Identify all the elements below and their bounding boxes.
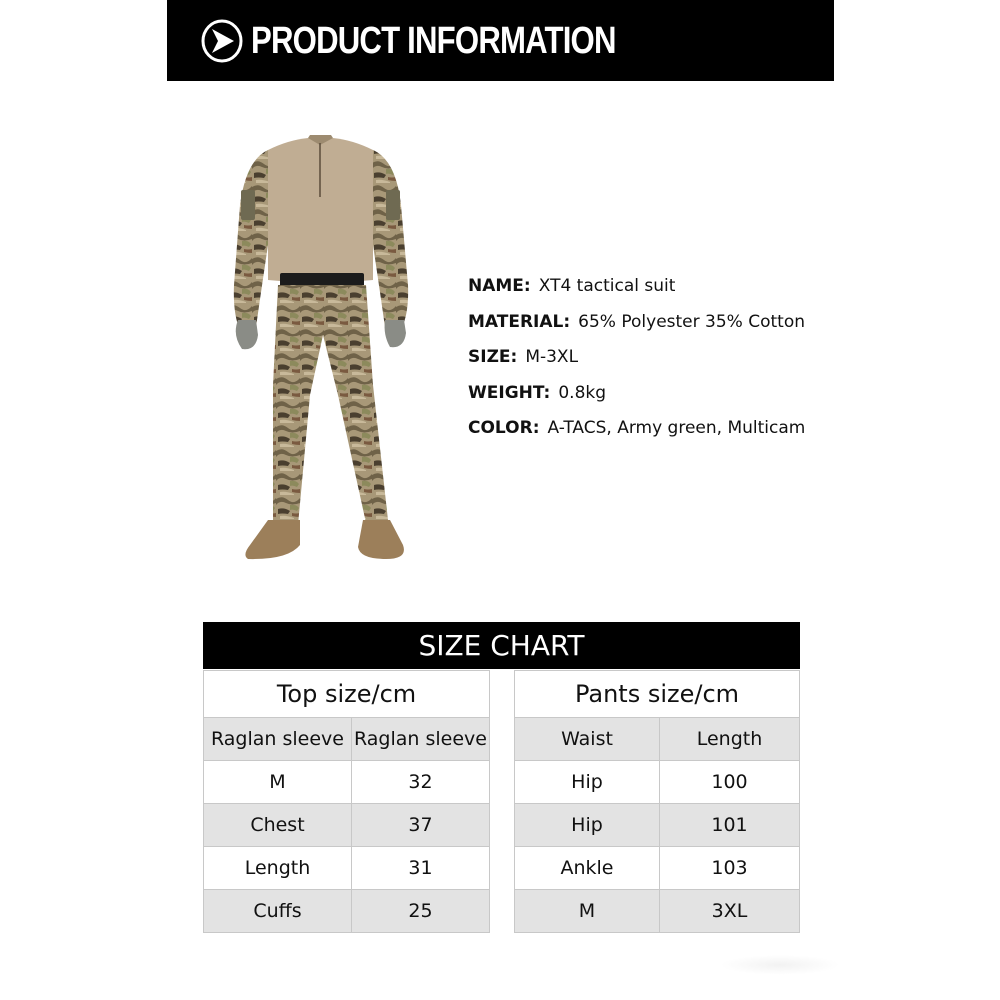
table-cell: 32 — [352, 761, 490, 804]
table-cell: 3XL — [660, 890, 800, 933]
table-cell: Hip — [515, 761, 660, 804]
table-cell: 31 — [352, 847, 490, 890]
table-cell: 101 — [660, 804, 800, 847]
table-cell: Length — [660, 718, 800, 761]
spec-label: COLOR: — [468, 418, 540, 438]
decorative-shadow — [720, 955, 840, 975]
spec-material — [468, 308, 805, 344]
table-row — [204, 804, 490, 847]
spec-color — [468, 414, 805, 450]
table-cell: Cuffs — [204, 890, 352, 933]
table-cell: Waist — [515, 718, 660, 761]
spec-value: 65% Polyester 35% Cotton — [578, 311, 805, 332]
table-row — [515, 718, 800, 761]
table-cell: M — [515, 890, 660, 933]
size-chart-title: SIZE CHART — [203, 622, 800, 669]
table-row — [204, 761, 490, 804]
spec-label: NAME: — [468, 276, 531, 296]
tactical-suit-image — [228, 135, 413, 565]
table-row — [515, 804, 800, 847]
spec-value: A-TACS, Army green, Multicam — [547, 418, 806, 438]
table-cell: Raglan sleeve — [204, 718, 352, 761]
spec-value: 0.8kg — [558, 382, 607, 403]
spec-size — [468, 343, 805, 379]
spec-weight — [468, 379, 805, 415]
table-row — [204, 718, 490, 761]
table-cell: 100 — [660, 761, 800, 804]
pants-size-title: Pants size/cm — [515, 671, 800, 718]
table-row — [515, 890, 800, 933]
table-cell: Chest — [204, 804, 352, 847]
table-cell: 25 — [352, 890, 490, 933]
table-row — [204, 890, 490, 933]
spec-name — [468, 272, 805, 308]
table-cell: M — [204, 761, 352, 804]
table-cell: Raglan sleeve — [352, 718, 490, 761]
table-row — [515, 761, 800, 804]
top-size-table — [203, 670, 490, 933]
table-cell: 103 — [660, 847, 800, 890]
banner-title: PRODUCT INFORMATION — [251, 20, 616, 62]
spec-value: M-3XL — [525, 347, 579, 367]
table-cell: 37 — [352, 804, 490, 847]
spec-label: SIZE: — [468, 347, 518, 367]
arrow-circle-icon — [201, 19, 243, 63]
table-row — [515, 847, 800, 890]
pants-size-table — [514, 670, 800, 933]
spec-label: MATERIAL: — [468, 311, 571, 332]
product-specs — [468, 272, 805, 450]
table-cell: Length — [204, 847, 352, 890]
table-cell: Hip — [515, 804, 660, 847]
spec-value: XT4 tactical suit — [538, 276, 676, 296]
spec-label: WEIGHT: — [468, 382, 551, 403]
table-cell: Ankle — [515, 847, 660, 890]
table-row — [204, 847, 490, 890]
top-size-title: Top size/cm — [204, 671, 490, 718]
